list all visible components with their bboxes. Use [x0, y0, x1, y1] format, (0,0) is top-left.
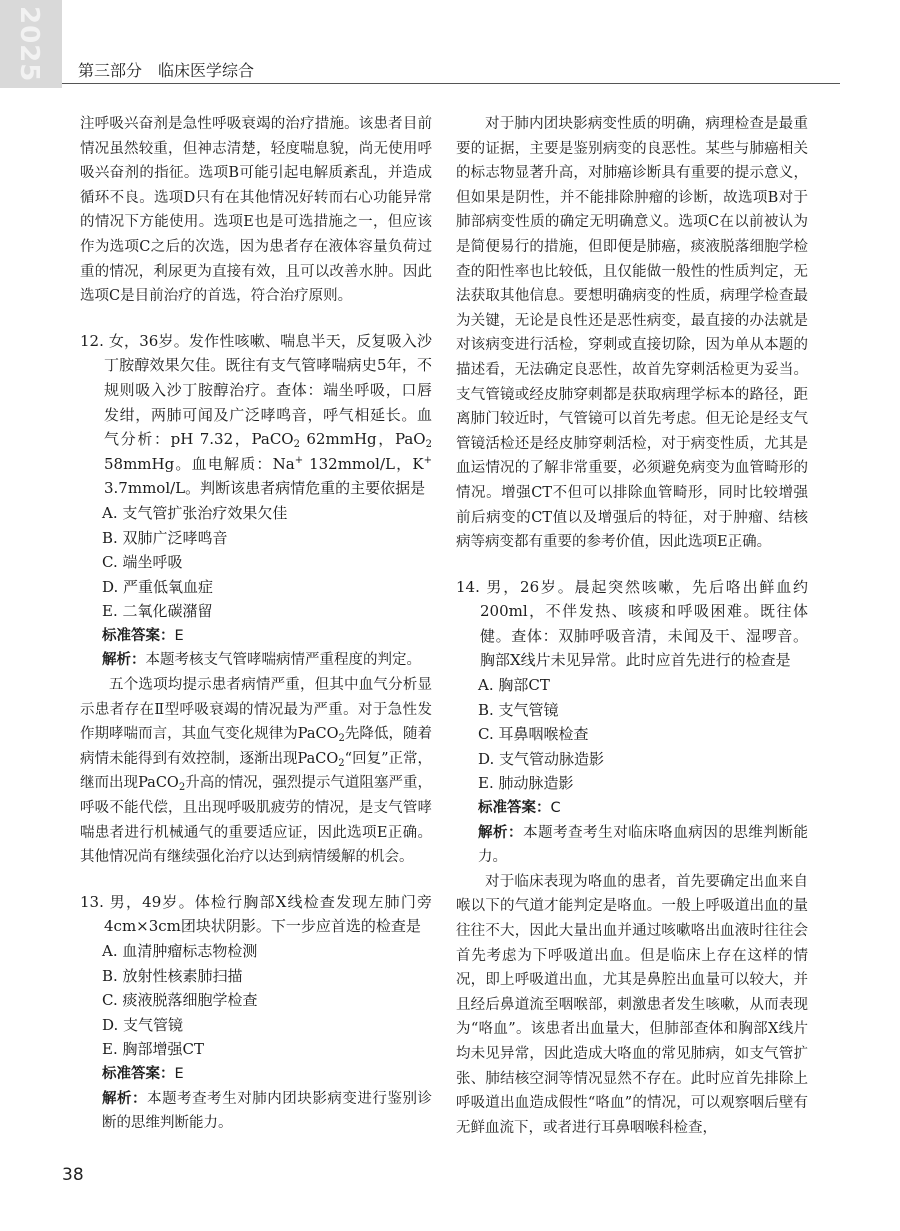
q14-analysis: 解析：本题考查考生对临床咯血病因的思维判断能力。	[478, 824, 809, 866]
option-item: A. 胸部CT	[478, 676, 550, 695]
year-tab	[0, 0, 62, 88]
left-column	[80, 112, 432, 1136]
section-title: 第三部分 临床医学综合	[78, 61, 255, 80]
q12-analysis-paragraph: 五个选项均提示患者病情严重，但其中血气分析显示患者存在Ⅱ型呼吸衰竭的情况最为严重。对于急性发作期哮喘而言，其血气变化规律为PaCO$_2$先降低，随着病情未能得到有效控制，逐渐出现PaCO$_2$“回复”正常，继而出现PaCO$_2$升高的情况，强烈提示气道阻塞严重，呼吸不能代偿，且出现呼吸肌疲劳的情况，是支气管哮喘患者进行机械通气的重要适应证，因此选项E正确。其他情况尚有继续强化治疗以达到病情缓解的机会。	[80, 677, 433, 866]
option-item: D. 支气管镜	[102, 1015, 184, 1034]
q14-stem: 14. 男，26岁。晨起突然咳嗽，先后咯出鲜血约200ml，不伴发热、咳痰和呼吸困难。既往体健。查体：双肺呼吸音清，未闻及干、湿啰音。胸部X线片未见异常。此时应首先进行的检查是	[456, 577, 808, 670]
question-13	[80, 890, 432, 1136]
option-item: B. 支气管镜	[478, 700, 559, 719]
q13-stem: 13. 男，49岁。体检行胸部X线检查发现左肺门旁4cm×3cm团块状阴影。下一步应首选的检查是	[80, 892, 432, 936]
option-item: B. 放射性核素肺扫描	[102, 966, 243, 985]
q13-options	[80, 939, 432, 1062]
right-column	[456, 112, 808, 1140]
page-number: 38	[62, 1165, 84, 1185]
q14-analysis-paragraph: 对于临床表现为咯血的患者，首先要确定出血来自喉以下的气道才能判定是咯血。一般上呼吸道出血的量往往不大，因此大量出血并通过咳嗽咯出血液时往往会首先考虑为下呼吸道出血。但是临床上存在这样的情况，即上呼吸道出血，尤其是鼻腔出血量可以较大，并且经后鼻道流至咽喉部，刺激患者发生咳嗽，从而表现为“咯血”。该患者出血量大，但肺部查体和胸部X线片均未见异常，因此造成大咯血的常见肺病，如支气管扩张、肺结核空洞等情况显然不存在。此时应首先排除上呼吸道出血造成假性“咯血”的情况，可以观察咽后壁有无鲜血流下，或者进行耳鼻咽喉科检查，	[456, 873, 808, 1136]
option-item: C. 痰液脱落细胞学检查	[102, 991, 258, 1010]
option-item: D. 严重低氧血症	[102, 577, 214, 596]
q13-answer: 标准答案：E	[102, 1065, 184, 1082]
option-item: E. 二氧化碳潴留	[102, 602, 213, 621]
header-divider	[62, 83, 840, 84]
option-item: E. 肺动脉造影	[478, 774, 574, 793]
option-item: A. 支气管扩张治疗效果欠佳	[102, 503, 288, 522]
q13-analysis: 解析：本题考查考生对肺内团块影病变进行鉴别诊断的思维判断能力。	[102, 1090, 433, 1132]
q12-answer: 标准答案：E	[102, 627, 184, 644]
option-item: B. 双肺广泛哮鸣音	[102, 528, 228, 547]
option-item: A. 血清肿瘤标志物检测	[102, 942, 258, 960]
q13-analysis-paragraph: 对于肺内团块影病变性质的明确，病理检查是最重要的证据，主要是鉴别病变的良恶性。某些与肺癌相关的标志物显著升高，对肺癌诊断具有重要的提示意义，但如果是阴性，并不能排除肿瘤的诊断，故选项B对于肺部病变性质的确定无明确意义。选项C在以前被认为是简便易行的措施，但即便是肺癌，痰液脱落细胞学检查的阳性率也比较低，且仅能做一般性的性质判定，无法获取其他信息。要想明确病变的性质，病理学检查最为关键，无论是良性还是恶性病变，最直接的办法就是对该病变进行活检，穿刺或直接切除，因为单从本题的描述看，无法确定良恶性，故首先穿刺活检更为妥当。支气管镜或经皮肺穿刺都是获取病理学标本的路径，距离肺门较近时，气管镜可以首先考虑。但无论是经支气管镜活检还是经皮肺穿刺活检，对于病变性质，尤其是血运情况的了解非常重要，必须避免病变为血管畸形的情况。增强CT不但可以排除血管畸形，同时比较增强前后病变的CT值以及增强后的特征，对于肿瘤、结核病等病变都有重要的参考价值，因此选项E正确。	[456, 116, 808, 551]
option-item: E. 胸部增强CT	[102, 1040, 204, 1059]
q14-options	[456, 673, 808, 796]
q12-stem: 12. 女，36岁。发作性咳嗽、喘息半天，反复吸入沙丁胺醇效果欠佳。既往有支气管哮喘病史5年，不规则吸入沙丁胺醇治疗。查体：端坐呼吸，口唇发绀，两肺可闻及广泛哮鸣音，呼气相延长。血气分析：pH 7.32，PaCO$_2$ 62mmHg，PaO$_2$ 58mmHg。血电解质：Na+ 132mmol/L，K+ 3.7mmol/L。判断该患者病情危重的主要依据是	[80, 331, 432, 498]
year-label: 2025	[14, 6, 44, 83]
q11-analysis-continuation: 注呼吸兴奋剂是急性呼吸衰竭的治疗措施。该患者目前情况虽然较重，但神志清楚，轻度喘息貌，尚无使用呼吸兴奋剂的指征。选项B可能引起电解质紊乱，并造成循环不良。选项D只有在其他情况好转而右心功能异常的情况下方能使用。选项E也是可选措施之一，但应该作为选项C之后的次选，因为患者存在液体容量负荷过重的情况，利尿更为直接有效，且可以改善水肿。因此选项C是目前治疗的首选，符合治疗原则。	[80, 116, 432, 305]
option-item: C. 端坐呼吸	[102, 553, 183, 572]
q12-analysis: 解析：本题考核支气管哮喘病情严重程度的判定。	[102, 652, 421, 669]
q14-answer: 标准答案：C	[478, 800, 561, 817]
question-14	[456, 575, 808, 1141]
option-item: D. 支气管动脉造影	[478, 749, 605, 768]
option-item: C. 耳鼻咽喉检查	[478, 725, 589, 744]
question-12	[80, 329, 432, 870]
q12-options	[80, 501, 432, 624]
